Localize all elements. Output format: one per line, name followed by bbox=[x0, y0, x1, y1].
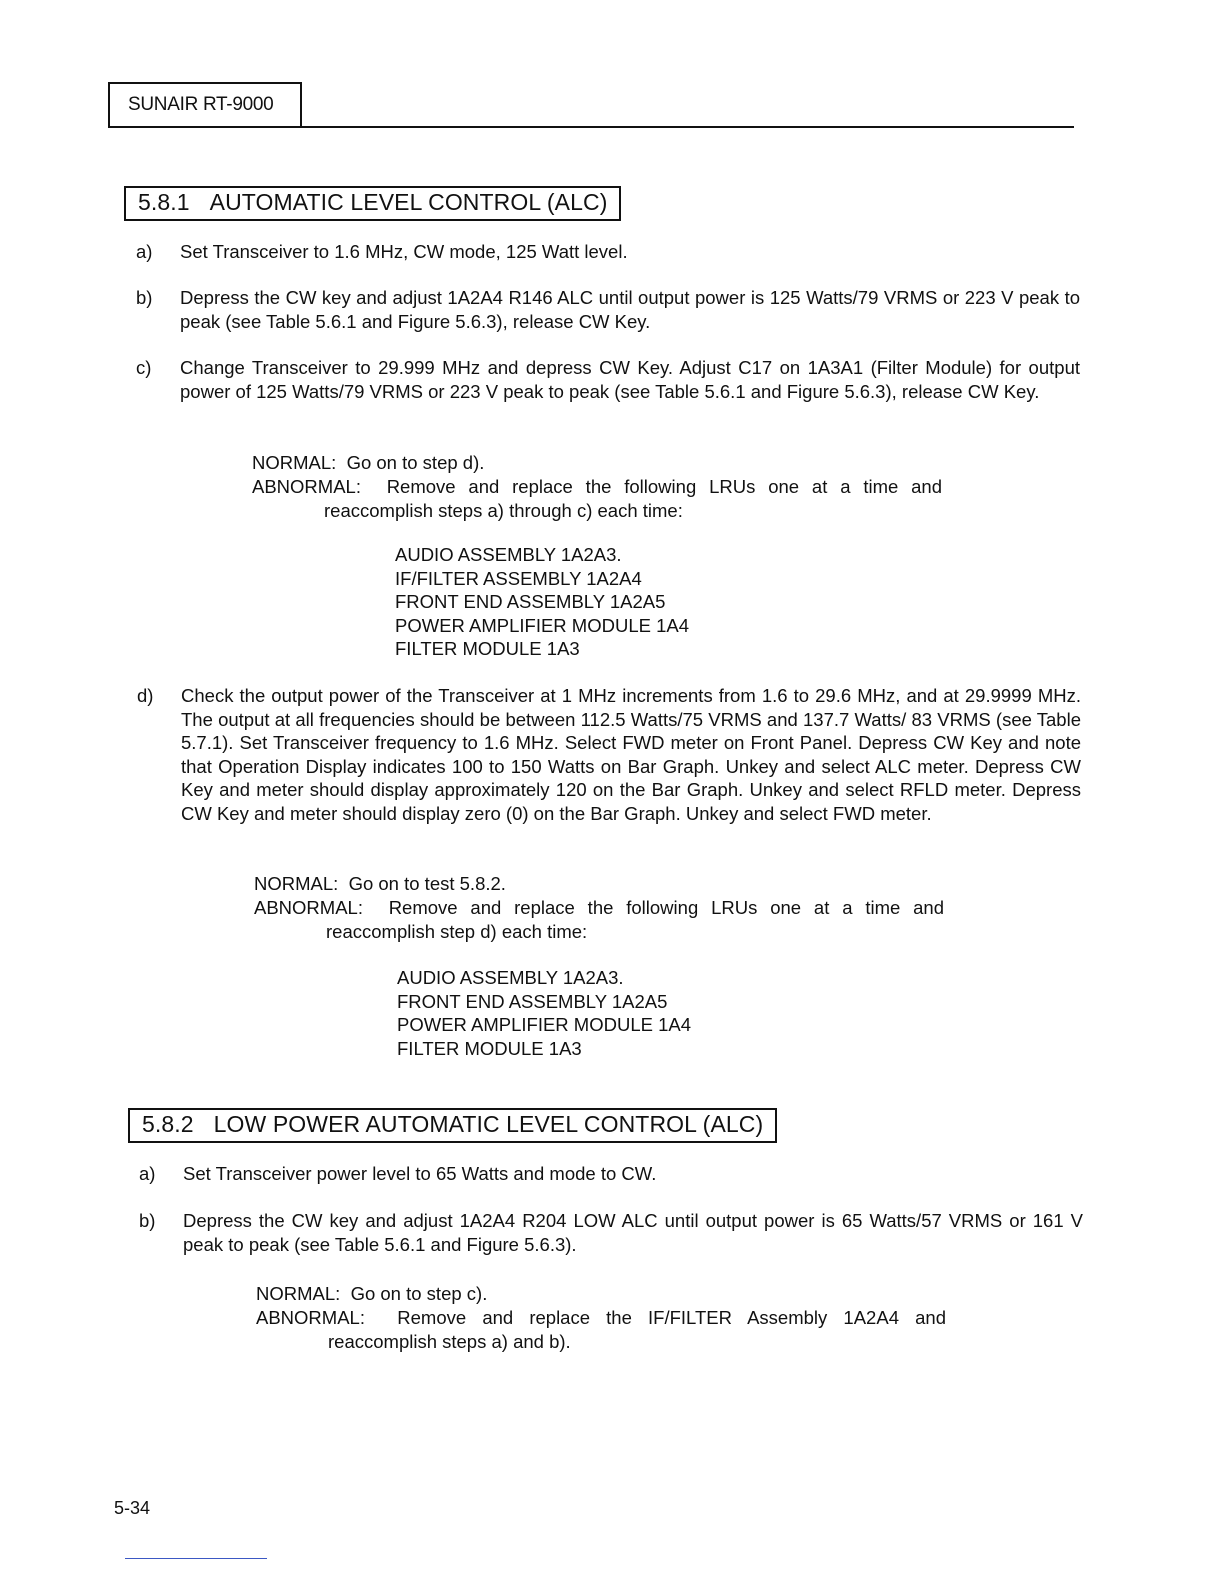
step-label: c) bbox=[136, 357, 152, 378]
lru-item: FILTER MODULE 1A3 bbox=[395, 638, 580, 660]
header-rule bbox=[108, 126, 1074, 128]
section-number: 5.8.2 bbox=[142, 1111, 194, 1137]
step-text: Set Transceiver power level to 65 Watts and mode to CW. bbox=[183, 1163, 657, 1184]
abnormal-continuation: reaccomplish step d) each time: bbox=[326, 921, 588, 942]
step-label: d) bbox=[137, 685, 154, 706]
result-block-1 bbox=[252, 451, 942, 523]
abnormal-continuation: reaccomplish steps a) and b). bbox=[328, 1331, 571, 1352]
step-text: Set Transceiver to 1.6 MHz, CW mode, 125 Watt level. bbox=[180, 241, 628, 262]
abnormal-key: ABNORMAL: bbox=[256, 1307, 365, 1328]
step-label: b) bbox=[139, 1210, 156, 1231]
page-number: 5-34 bbox=[114, 1498, 151, 1518]
header-title: SUNAIR RT-9000 bbox=[128, 94, 274, 115]
section-title-5-8-1 bbox=[124, 186, 621, 221]
step-text: Depress the CW key and adjust 1A2A4 R146 ALC until output power is 125 Watts/79 VRMS or 223 V peak to peak (see Table 5.6.1 and Figure 5.6.3), release CW Key. bbox=[180, 287, 1080, 332]
normal-text: Go on to test 5.8.2. bbox=[348, 873, 506, 894]
step-text: Depress the CW key and adjust 1A2A4 R204 LOW ALC until output power is 65 Watts/57 VRMS or 161 V peak to peak (see Table 5.6.1 and Figure 5.6.3). bbox=[183, 1210, 1083, 1255]
step-label: b) bbox=[136, 287, 153, 308]
abnormal-text: Remove and replace the following LRUs one at a time and bbox=[386, 476, 943, 497]
abnormal-text: Remove and replace the IF/FILTER Assembly 1A2A4 and bbox=[397, 1307, 946, 1328]
lru-item: POWER AMPLIFIER MODULE 1A4 bbox=[395, 614, 690, 636]
step-text: Change Transceiver to 29.999 MHz and depress CW Key. Adjust C17 on 1A3A1 (Filter Module) for output power of 125 Watts/79 VRMS or 223 V peak to peak (see Table 5.6.1 and Figure 5.6.3), release CW Key. bbox=[180, 357, 1080, 402]
lru-item: POWER AMPLIFIER MODULE 1A4 bbox=[397, 1014, 692, 1036]
lru-item: AUDIO ASSEMBLY 1A2A3. bbox=[397, 967, 624, 988]
footer-rule bbox=[125, 1558, 267, 1559]
abnormal-continuation: reaccomplish steps a) through c) each time: bbox=[324, 500, 683, 521]
normal-key: NORMAL: bbox=[254, 873, 339, 894]
section-heading: LOW POWER AUTOMATIC LEVEL CONTROL (ALC) bbox=[213, 1111, 764, 1137]
section-heading: AUTOMATIC LEVEL CONTROL (ALC) bbox=[209, 189, 608, 215]
lru-list-1 bbox=[395, 543, 689, 661]
lru-item: FRONT END ASSEMBLY 1A2A5 bbox=[397, 990, 668, 1012]
abnormal-text: Remove and replace the following LRUs one at a time and bbox=[388, 897, 945, 918]
normal-text: Go on to step d). bbox=[346, 452, 485, 473]
normal-key: NORMAL: bbox=[252, 452, 337, 473]
result-block-2 bbox=[254, 872, 944, 944]
normal-text: Go on to step c). bbox=[350, 1283, 488, 1304]
step-text: Check the output power of the Transceiver at 1 MHz increments from 1.6 to 29.6 MHz, and at 29.9999 MHz. The output at all frequencies should be between 112.5 Watts/75 VRMS and 137.7 Watts/ 83 VRMS (see Table 5.7.1). Set Transceiver frequency to 1.6 MHz. Select FWD meter on Front Panel. Depress CW Key and note that Operation Display indicates 100 to 150 Watts on Bar Graph. Unkey and select ALC meter. Depress CW Key and meter should display approximately 120 on the Bar Graph. Unkey and select RFLD meter. Depress CW Key and meter should display zero (0) on the Bar Graph. Unkey and select FWD meter. bbox=[181, 685, 1081, 824]
normal-key: NORMAL: bbox=[256, 1283, 341, 1304]
step-label: a) bbox=[136, 241, 153, 262]
lru-item: AUDIO ASSEMBLY 1A2A3. bbox=[395, 544, 622, 565]
lru-item: FRONT END ASSEMBLY 1A2A5 bbox=[395, 591, 666, 613]
lru-item: IF/FILTER ASSEMBLY 1A2A4 bbox=[395, 567, 642, 589]
step-label: a) bbox=[139, 1163, 156, 1184]
result-block-3 bbox=[256, 1282, 946, 1354]
abnormal-key: ABNORMAL: bbox=[252, 476, 361, 497]
lru-item: FILTER MODULE 1A3 bbox=[397, 1037, 582, 1059]
section-number: 5.8.1 bbox=[138, 189, 190, 215]
document-header bbox=[108, 82, 302, 128]
abnormal-key: ABNORMAL: bbox=[254, 897, 363, 918]
lru-list-2 bbox=[397, 966, 691, 1060]
section-title-5-8-2 bbox=[128, 1108, 777, 1143]
